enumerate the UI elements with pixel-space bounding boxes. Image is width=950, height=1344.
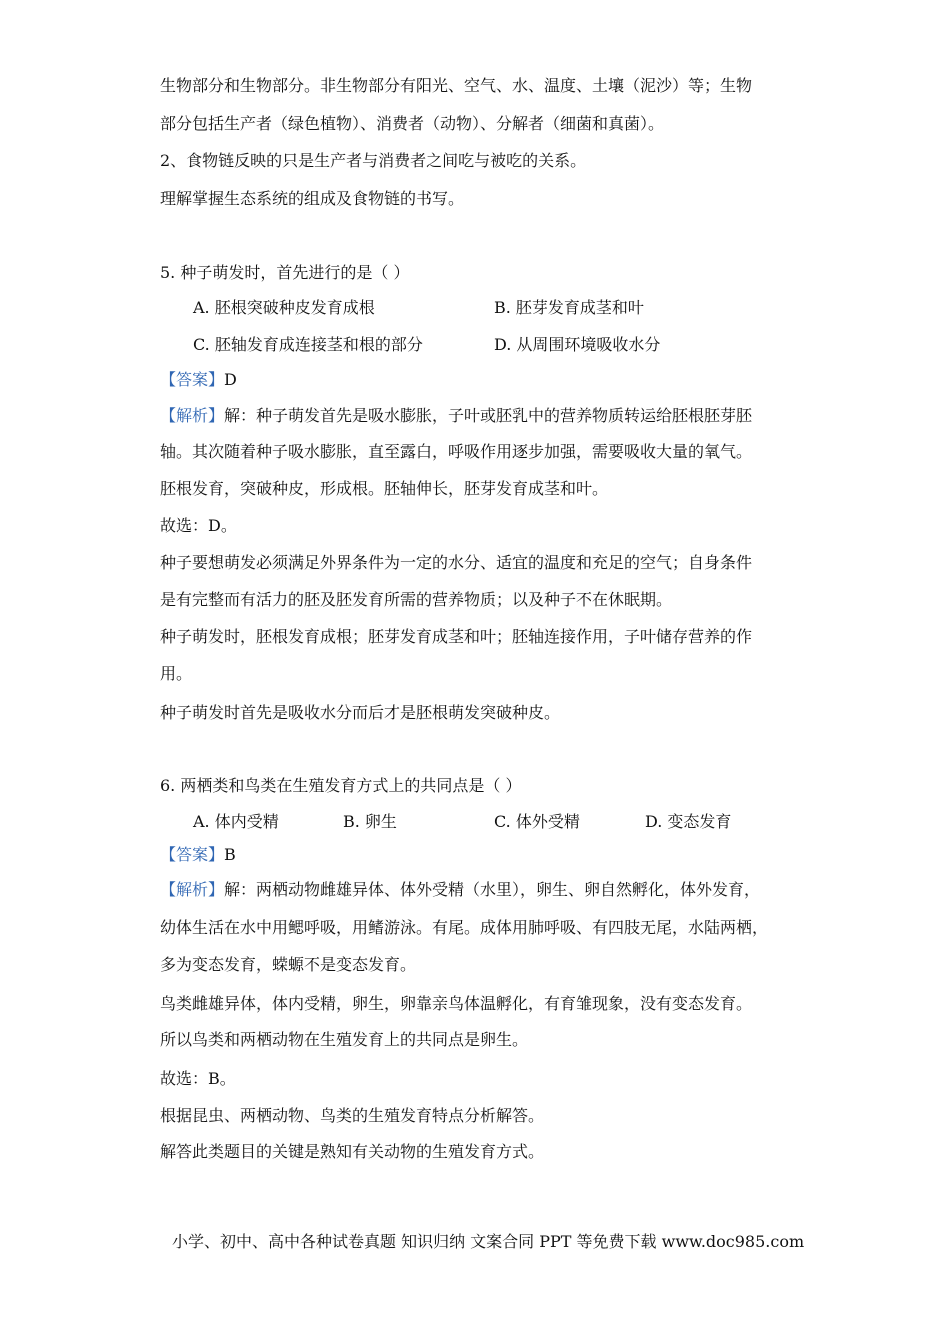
analysis-text: 解：两栖动物雌雄异体、体外受精（水里），卵生、卵自然孵化，体外发育，: [224, 880, 761, 899]
question-6-option-a: A. 体内受精: [193, 812, 279, 831]
question-6-choose: 故选：B。: [160, 1069, 236, 1088]
question-6-option-b: B. 卵生: [343, 812, 397, 831]
question-6-point-line-2: 解答此类题目的关键是熟知有关动物的生殖发育方式。: [160, 1142, 545, 1161]
question-6-analysis-line-4: 鸟类雌雄异体，体内受精，卵生，卵靠亲鸟体温孵化，有育雏现象，没有变态发育。: [160, 994, 753, 1013]
question-5-option-c: C. 胚轴发育成连接茎和根的部分: [193, 335, 423, 354]
intro-line-2: 部分包括生产者（绿色植物）、消费者（动物）、分解者（细菌和真菌）。: [160, 114, 665, 133]
question-6-point-line-1: 根据昆虫、两栖动物、鸟类的生殖发育特点分析解答。: [160, 1106, 545, 1125]
answer-value: D: [224, 370, 237, 389]
question-5-analysis-line-2: 轴。其次随着种子吸水膨胀，直至露白，呼吸作用逐步加强，需要吸收大量的氧气。: [160, 442, 753, 461]
page-footer: 小学、初中、高中各种试卷真题 知识归纳 文案合同 PPT 等免费下载 www.doc985.com: [172, 1232, 805, 1251]
question-5-option-d: D. 从周围环境吸收水分: [494, 335, 661, 354]
intro-line-4: 理解掌握生态系统的组成及食物链的书写。: [160, 189, 465, 208]
question-5-point-line-4: 用。: [160, 664, 193, 683]
question-6-answer-line: [160, 844, 236, 866]
question-5-point-line-1: 种子要想萌发必须满足外界条件为一定的水分、适宜的温度和充足的空气；自身条件: [160, 553, 753, 572]
answer-tag: 【答案】: [160, 845, 225, 864]
question-5-choose: 故选：D。: [160, 516, 237, 535]
question-6-analysis-line-2: 幼体生活在水中用鳃呼吸，用鳍游泳。有尾。成体用肺呼吸、有四肢无尾，水陆两栖，: [160, 918, 769, 937]
question-6-option-d: D. 变态发育: [645, 812, 732, 831]
question-5-stem: 5. 种子萌发时，首先进行的是（ ）: [160, 263, 410, 282]
answer-value: B: [224, 845, 236, 864]
question-6-analysis-line-5: 所以鸟类和两栖动物在生殖发育上的共同点是卵生。: [160, 1030, 529, 1049]
question-6-stem: 6. 两栖类和鸟类在生殖发育方式上的共同点是（ ）: [160, 776, 522, 795]
question-5-option-a: A. 胚根突破种皮发育成根: [193, 298, 375, 317]
analysis-text: 解：种子萌发首先是吸水膨胀，子叶或胚乳中的营养物质转运给胚根胚芽胚: [224, 406, 753, 425]
intro-line-1: 生物部分和生物部分。非生物部分有阳光、空气、水、温度、土壤（泥沙）等；生物: [160, 76, 753, 95]
analysis-tag: 【解析】: [160, 406, 225, 425]
question-6-analysis-line-1: [160, 879, 760, 901]
question-6-option-c: C. 体外受精: [494, 812, 580, 831]
intro-line-3: 2、食物链反映的只是生产者与消费者之间吃与被吃的关系。: [160, 151, 587, 170]
question-5-point-line-2: 是有完整而有活力的胚及胚发育所需的营养物质；以及种子不在休眠期。: [160, 590, 673, 609]
analysis-tag: 【解析】: [160, 880, 225, 899]
question-5-answer-line: [160, 369, 237, 391]
answer-tag: 【答案】: [160, 370, 225, 389]
question-5-analysis-line-3: 胚根发育，突破种皮，形成根。胚轴伸长，胚芽发育成茎和叶。: [160, 479, 609, 498]
question-5-analysis-line-1: [160, 405, 752, 427]
question-6-analysis-line-3: 多为变态发育，蝾螈不是变态发育。: [160, 955, 417, 974]
question-5-point-line-3: 种子萌发时，胚根发育成根；胚芽发育成茎和叶；胚轴连接作用，子叶储存营养的作: [160, 627, 753, 646]
question-5-point-line-5: 种子萌发时首先是吸收水分而后才是胚根萌发突破种皮。: [160, 703, 561, 722]
question-5-option-b: B. 胚芽发育成茎和叶: [494, 298, 644, 317]
